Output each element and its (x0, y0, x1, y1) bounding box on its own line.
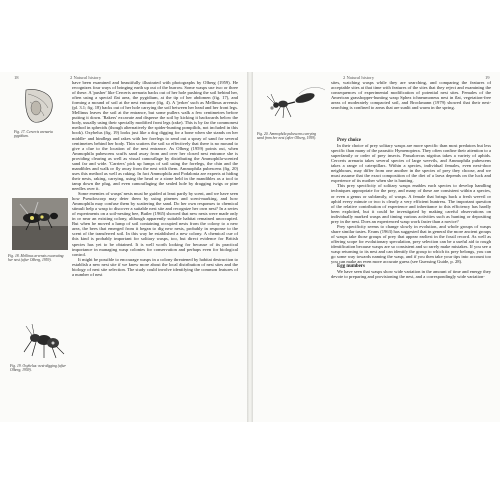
right-sections (331, 138, 491, 279)
left-paragraph-1: have been examined and beautifully illustrated with photographs by Olberg (1959). He recognizes four ways of bringing earth up out of the burrow. Some wasps use two or three of these. A 'pusher' like Cerceris arenaria backs out of her hole pushing the soil behind her, often using a special flat area, the pygidium, at the tip of her abdomen (fig. 17), and forming a mound of soil at the nest entrance (fig. 4). A 'jerker' such as Mellinus arvensis (pl. 3.1; fig. 18) backs out of her hole carrying the soil between her head and her front legs. Mellinus leaves the soil at the entrance, but some pullers walk a few centimetres before putting it down. 'Rakers' excavate and disperse the soil by kicking it backwards below the body, usually using their specially modified front legs (rake). This is by far the commonest method in sphecids (though alternatively the spider-hunting pompilids, not included in this book). Oxybelus (fig. 19) looks just like a dog digging for a bone when she stands on her middle- and hindlegs and rakes with her forelegs to send out a spray of sand for several centimetres behind her body. Thin scatters the soil so effectively that there is no mound to give a clue to the location of the nest entrance. As Olberg (1959) points out, when Ammophila pubescens scuffs sand away from and over her closed nest entrance she is providing clearing as well as visual camouflage by distributing the Ammophila-scented sand far and wide. 'Carriers' pick up lumps of soil using the forelegs, the chin and the mandibles and walk or fly away from the nest with them. Ammophila pubescens (fig. 20) uses this method as well as raking. In fact Ammophila and Podalonia are experts at hiding their nests, raking, carrying, using the head or a stone held in the mandibles as a tool to tamp down the plug, and even camouflaging the sealed hole by dragging twigs or pine needles over it. (72, 80, 238, 191)
fig19-caption: Fig. 19. Oxybelus: nest-digging (after Olberg, 1959). (10, 364, 66, 373)
fig20-ammophila-illustration (265, 84, 327, 126)
fig19-oxybelus-illustration (22, 322, 66, 362)
prey-choice-paragraph-1: In their choice of prey solitary wasps are more specific than most predators but less specific than many of the parasitic Hymenoptera. They often confine their attention to a superfamily or order of prey insects. Passaloecus nigritus takes a variety of aphids. Cerceris arenaria takes several species of large weevils, and Ammophila pubescens takes a range of caterpillars. Within a species, individual females, even next-door neighbours, may differ from one another in the species of prey they choose, and we must assume that the exact composition of the diet of a larva depends on the luck and experience of its mother when she is hunting. (331, 143, 491, 184)
left-page (0, 72, 247, 422)
egg-numbers-paragraph-1: We have seen that wasps show wide variation in the amount of time and energy they devote to preparing and provisioning the nest, and a correspondingly wide variation- (331, 269, 491, 280)
prey-choice-paragraph-2: This prey specificity of solitary wasps enables each species to develop handling techniques appropriate for the prey, and many of these are consistent within a species, or even a genus or subfamily, of wasps. A female that brings back a fresh weevil or aphid every minute or two is clearly a very efficient huntress. The important question of the relative contribution of experience and inheritance to this efficiency has hardly been exploited, but it could be investigated by making careful observations on individually marked wasps and timing various activities such as hunting or depositing prey in the nest. Does an experienced wasp work faster than a novice? (331, 183, 491, 224)
left-paragraph-3: It might be possible to encourage wasps in a colony threatened by habitat destruction to establish a new nest site if we knew more about the local distribution of nest sites and the biology of nest site selection. The study could involve identifying the common features of a number of nest (72, 256, 238, 277)
fig17-pygidium-illustration (22, 86, 56, 126)
left-paragraph-2: Some enemies of wasps' nests must be guided at least partly by scent, and we have seen how Pseudoscorp may deter them by using pinenes and scent-marking, and how Ammophila may confuse them by scattering the sand. Do her own responses to chemical stimuli help a wasp to discover a suitable nest site and recognize her own nest? In a series of experiments on a soil-nesting bee, Butler (1965) showed that new nests were made only in or near an existing colony, although apparently suitable habitat remained unoccupied. But when he moved a lump of soil containing occupied nests from the colony to a new area, the bees that emerged from it began to dig new nests, probably in response to the scent of the transferred soil. In this way he established a new colony. A chemical cue of this kind is probably important for solitary wasps, too, but direct evidence for British species has yet to be obtained. It is well worth looking for because of its practical importance in managing wasp colonies for conservation and perhaps even for biological control. (72, 191, 238, 257)
right-page-number: 19 (485, 75, 490, 80)
right-paragraph-intro: sites, watching wasps while they are searching, and comparing the features of acceptable sites at that time with features of the sites that they reject and examining the consequences of experimental modification of potential nest sites. Females of the American grasshopper-hunting wasp Sphex ichneumoneus nest in flat, vegetation-free areas of moderately compacted soil, and Brockmann (1979) showed that their nest-searching is confined to areas that are sunlit and warm in the spring. (331, 80, 491, 111)
fig18-mellinus-illustration (12, 198, 68, 250)
book-spread (0, 72, 500, 422)
right-intro-text (331, 80, 491, 110)
prey-choice-paragraph-3: Prey specificity seems to change slowly in evolution, and whole groups of wasps share similar tastes. Evans (1963) has suggested that in general the more ancient groups of wasps take those groups of prey that appear earliest in the fossil record. As well as offering scope for evolutionary speculation, prey selection can be a useful aid to rough identification because wasps are so consistent and so rarely make mistakes. If you see a wasp returning to its nest and can identify the group to which its prey belongs, you can go some way towards naming the wasp, and if you then take your tips into account too you can make an even more accurate guess (see Guessing Guide, p. 28). (331, 223, 491, 265)
right-page (253, 72, 500, 422)
fig17-caption: Fig. 17. Cerceris arenaria pygidium. (14, 130, 53, 139)
fig20-caption: Fig. 20. Ammophila pubescens carrying sand from her nest (after Olberg, 1959). (257, 132, 317, 141)
left-page-number: 18 (14, 75, 19, 80)
fig18-caption: Fig. 18. Mellinus arvensis excavating her nest (after Olberg, 1959). (8, 254, 64, 263)
left-running-head: 2 Natural history (70, 75, 102, 80)
section-heading-prey-choice: Prey choice (337, 138, 361, 143)
left-body-text (72, 80, 238, 277)
right-running-head: 2 Natural history (343, 75, 375, 80)
section-heading-egg-numbers: Egg numbers (337, 264, 365, 270)
